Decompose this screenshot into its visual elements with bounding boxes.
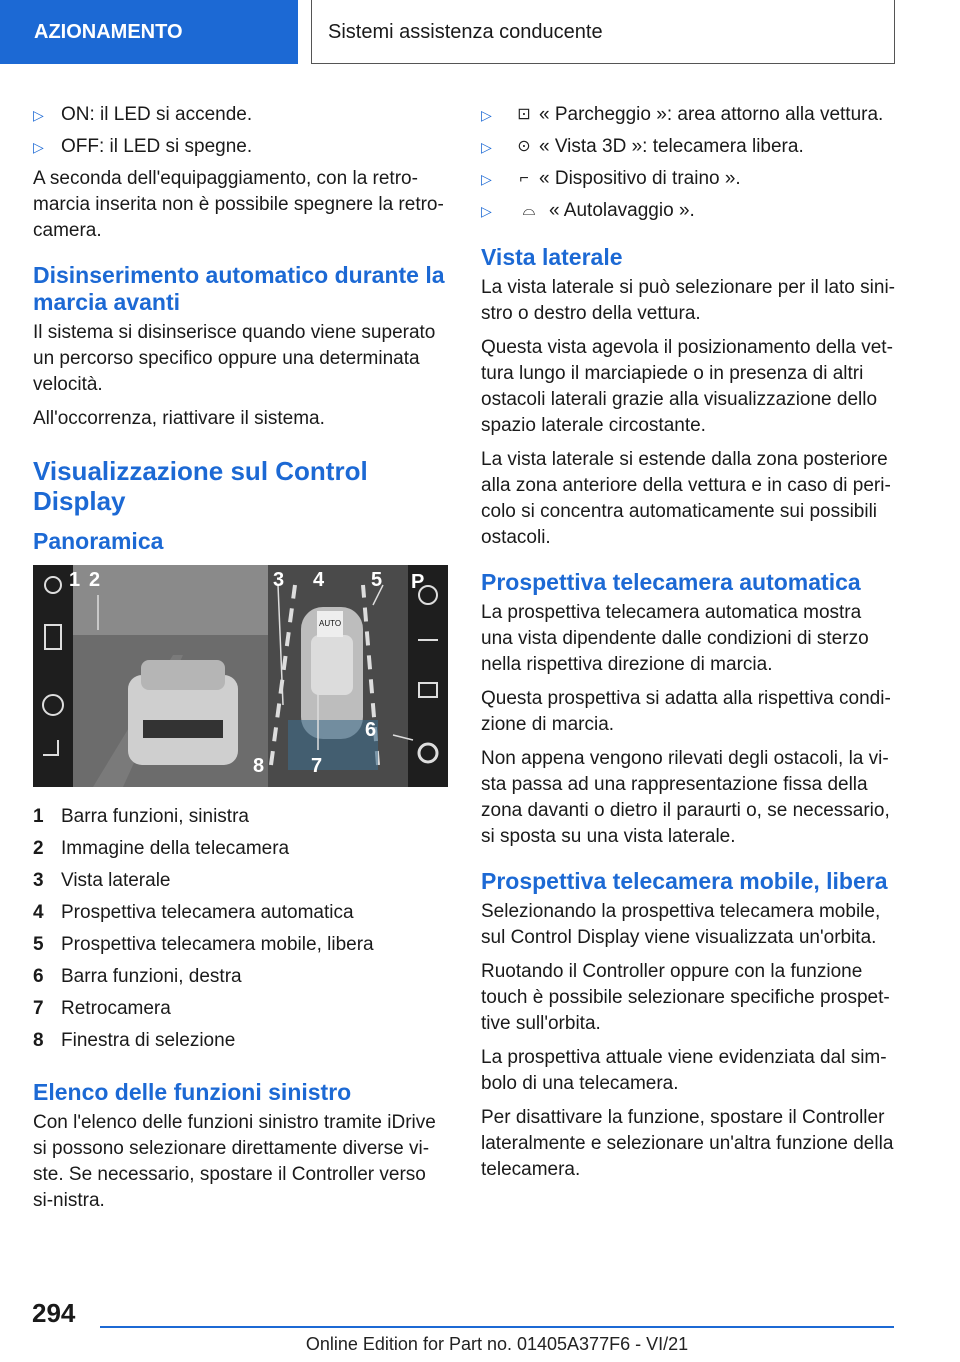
footer-divider [100, 1326, 894, 1328]
legend-number: 1 [33, 806, 44, 827]
legend-number: 3 [33, 870, 44, 891]
paragraph: La prospettiva telecamera automatica mostra una vista dipendente dalle condizioni di sterzo nella rispettiva direzione di marcia. [481, 602, 869, 675]
list-item [481, 102, 896, 128]
callout-3: 3 [273, 569, 285, 591]
bullet-triangle-icon: ▷ [481, 203, 492, 219]
tow-hitch-icon: ⌐ [519, 170, 529, 187]
paragraph: Selezionando la prospettiva telecamera mobile, sul Control Display viene visualizzata un'orbita. [481, 901, 881, 948]
list-item [33, 134, 448, 160]
heading-control-display: Visualizzazione sul Control Display [33, 456, 368, 516]
list-item-text: OFF: il LED si spegne. [61, 136, 253, 157]
paragraph: Ruotando il Controller oppure con la funzione touch è possibile selezionare specifiche prospet-tive sull'orbita. [481, 961, 890, 1034]
heading-auto-off: Disinserimento automatico durante la marcia avanti [33, 262, 445, 315]
paragraph: A seconda dell'equipaggiamento, con la retro-marcia inserita non è possibile spegnere la retro-camera. [33, 168, 444, 241]
chapter-title: Sistemi assistenza conducente [311, 0, 895, 64]
callout-1: 1 [69, 569, 81, 591]
legend-item [33, 929, 448, 961]
legend-number: 2 [33, 838, 44, 859]
paragraph: Per disattivare la funzione, spostare il Controller lateralmente e selezionare un'altra funzione della telecamera. [481, 1107, 894, 1180]
figure-legend [33, 801, 448, 1057]
legend-text: Vista laterale [61, 870, 171, 891]
legend-text: Barra funzioni, sinistra [61, 806, 249, 827]
bullet-triangle-icon: ▷ [481, 139, 492, 155]
legend-number: 8 [33, 1030, 44, 1051]
figure-illustration [33, 565, 448, 787]
legend-text: Finestra di selezione [61, 1030, 236, 1051]
legend-item [33, 1025, 448, 1057]
view-3d-icon: ⊙ [517, 138, 531, 155]
bullet-triangle-icon: ▷ [481, 171, 492, 187]
legend-number: 4 [33, 902, 44, 923]
paragraph: Il sistema si disinserisce quando viene superato un percorso specifico oppure una determinata velocità. [33, 322, 436, 395]
callout-5: 5 [371, 569, 383, 591]
paragraph: La vista laterale si può selezionare per il lato sini-stro o destro della vettura. [481, 277, 895, 324]
callout-2: 2 [89, 569, 101, 591]
list-item-text: « Vista 3D »: telecamera libera. [539, 136, 804, 157]
callout-7: 7 [311, 755, 323, 777]
bullet-triangle-icon: ▷ [33, 139, 44, 155]
heading-prospettiva-mobile: Prospettiva telecamera mobile, libera [481, 868, 888, 894]
list-item-text: « Dispositivo di traino ». [539, 168, 741, 189]
legend-item [33, 865, 448, 897]
list-item [33, 102, 448, 128]
bullet-triangle-icon: ▷ [481, 107, 492, 123]
section-tab: AZIONAMENTO [0, 0, 298, 64]
paragraph: Questa vista agevola il posizionamento della vet-tura lungo il marciapiede o in presenza di altri ostacoli laterali grazie alla visualizzazione dello spazio laterale circostante. [481, 337, 893, 436]
car-wash-icon: ⌓ [522, 202, 536, 219]
camera-overview-figure [33, 565, 448, 787]
left-column [33, 102, 448, 1222]
heading-elenco-funzioni: Elenco delle funzioni sinistro [33, 1079, 352, 1105]
heading-vista-laterale: Vista laterale [481, 244, 623, 270]
page-number: 294 [32, 1298, 76, 1328]
legend-item [33, 833, 448, 865]
legend-text: Barra funzioni, destra [61, 966, 242, 987]
legend-number: 7 [33, 998, 44, 1019]
legend-text: Prospettiva telecamera mobile, libera [61, 934, 374, 955]
callout-4: 4 [313, 569, 325, 591]
auto-camera-badge: AUTO [317, 611, 343, 637]
edition-note: Online Edition for Part no. 01405A377F6 - VI/21 [305, 1334, 689, 1354]
legend-item [33, 961, 448, 993]
legend-text: Retrocamera [61, 998, 171, 1019]
parking-icon: ⊡ [517, 106, 531, 123]
list-item [481, 166, 896, 192]
paragraph: Con l'elenco delle funzioni sinistro tramite iDrive si possono selezionare direttamente diverse vi-ste. Se necessario, spostare il Controller verso si-nistra. [33, 1112, 436, 1211]
legend-text: Prospettiva telecamera automatica [61, 902, 354, 923]
bullet-triangle-icon: ▷ [33, 107, 44, 123]
heading-prospettiva-automatica: Prospettiva telecamera automatica [481, 569, 861, 595]
legend-item [33, 993, 448, 1025]
legend-number: 6 [33, 966, 44, 987]
park-assist-p-icon: P [411, 571, 425, 593]
legend-text: Immagine della telecamera [61, 838, 290, 859]
list-item [481, 134, 896, 160]
heading-panoramica: Panoramica [33, 528, 164, 554]
paragraph: La vista laterale si estende dalla zona posteriore alla zona anteriore della vettura e in caso di peri-colo si concentra automaticamente sui possibili ostacoli. [481, 449, 891, 548]
list-item-text: ON: il LED si accende. [61, 104, 253, 125]
paragraph: Questa prospettiva si adatta alla rispettiva condi-zione di marcia. [481, 688, 891, 735]
legend-item [33, 801, 448, 833]
callout-8: 8 [253, 755, 265, 777]
paragraph: All'occorrenza, riattivare il sistema. [33, 408, 325, 429]
list-item [481, 198, 896, 224]
list-item-text: « Autolavaggio ». [549, 200, 695, 221]
callout-6: 6 [365, 719, 377, 741]
right-column [481, 102, 896, 1191]
legend-item [33, 897, 448, 929]
list-item-text: « Parcheggio »: area attorno alla vettura. [539, 104, 884, 125]
legend-number: 5 [33, 934, 44, 955]
paragraph: Non appena vengono rilevati degli ostacoli, la vi-sta passa ad una rappresentazione fissa della zona davanti o dietro il paraurti o, se necessario, si sposta su una vista laterale. [481, 748, 890, 847]
paragraph: La prospettiva attuale viene evidenziata dal sim-bolo di una telecamera. [481, 1047, 887, 1094]
